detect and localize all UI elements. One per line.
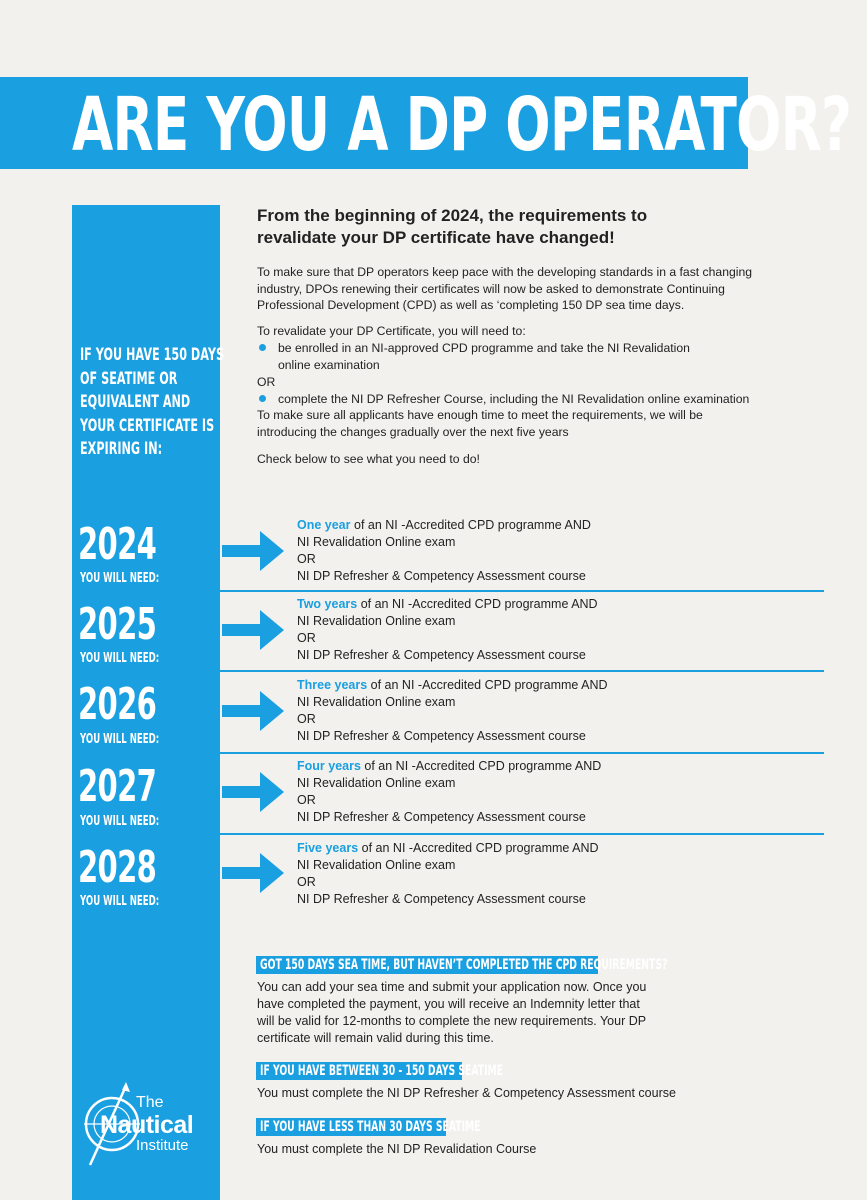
lead-heading	[257, 205, 647, 249]
or-text: OR	[257, 375, 276, 389]
year-label: 2024	[78, 519, 157, 570]
sidebar-intro-line: YOUR CERTIFICATE IS	[80, 415, 215, 436]
year-label: 2026	[78, 679, 157, 730]
sidebar-intro	[80, 344, 224, 462]
bullet-item: be enrolled in an NI-approved CPD programme and take the NI Revalidation online examination	[259, 340, 690, 373]
year-label: 2027	[78, 761, 157, 812]
you-will-need-label: YOU WILL NEED:	[80, 651, 160, 666]
lead-line: revalidate your DP certificate have changed!	[257, 228, 615, 247]
arrow-right-icon	[222, 610, 284, 650]
bullet-dot	[259, 395, 266, 402]
divider	[72, 833, 824, 835]
arrow-right-icon	[222, 691, 284, 731]
sidebar-intro-line: IF YOU HAVE 150 DAYS	[80, 345, 225, 365]
check-below-text: Check below to see what you need to do!	[257, 452, 480, 466]
section-heading: IF YOU HAVE BETWEEN 30 - 150 DAYS SEATIME	[260, 1063, 504, 1079]
logo-text: Institute	[136, 1137, 189, 1154]
arrow-right-icon	[222, 531, 284, 571]
title-banner	[0, 77, 852, 169]
page-title: ARE YOU A DP OPERATOR?	[72, 82, 852, 168]
you-will-need-label: YOU WILL NEED:	[80, 894, 160, 909]
section-body: You can add your sea time and submit your application now. Once you have completed the payment, you will receive an Indemnity letter that will be valid for 12-months to complete the new requirements. Your DP certificate will remain valid during this time.	[257, 980, 647, 1045]
year-option: Five years of an NI -Accredited CPD programme AND NI Revalidation Online exam OR NI DP Refresher & Competency Assessment course	[297, 841, 599, 906]
intro-paragraph: To make sure that DP operators keep pace with the developing standards in a fast changing industry, DPOs renewing their certificates will now be asked to demonstrate Continuing Professional Development (CPD) as well as ‘completing 150 DP sea time days.	[257, 265, 753, 312]
year-label: 2028	[78, 842, 157, 893]
phase-in-paragraph: To make sure all applicants have enough time to meet the requirements, we will be introducing the changes gradually over the next five years	[257, 408, 703, 439]
arrow-right-icon	[222, 853, 284, 893]
section-heading: GOT 150 DAYS SEA TIME, BUT HAVEN’T COMPLETED THE CPD REQUIREMENTS?	[260, 957, 668, 973]
arrow-right-icon	[222, 772, 284, 812]
requirements-lead: To revalidate your DP Certificate, you will need to:	[257, 324, 526, 338]
section-heading-tag	[256, 1118, 481, 1136]
sidebar-intro-line: EQUIVALENT AND	[80, 392, 191, 412]
divider	[72, 590, 824, 592]
section-body: You must complete the NI DP Refresher & Competency Assessment course	[257, 1086, 676, 1100]
year-option: Four years of an NI -Accredited CPD programme AND NI Revalidation Online exam OR NI DP Refresher & Competency Assessment course	[297, 759, 602, 824]
divider	[72, 670, 824, 672]
section-heading-tag	[256, 956, 668, 974]
sidebar-intro-line: EXPIRING IN:	[80, 439, 163, 459]
year-label: 2025	[78, 599, 157, 650]
you-will-need-label: YOU WILL NEED:	[80, 571, 160, 586]
you-will-need-label: YOU WILL NEED:	[80, 732, 160, 747]
section-heading: IF YOU HAVE LESS THAN 30 DAYS SEATIME	[260, 1119, 481, 1135]
bullet-dot	[259, 344, 266, 351]
you-will-need-label: YOU WILL NEED:	[80, 814, 160, 829]
nautical-institute-logo	[80, 1080, 220, 1170]
divider	[72, 752, 824, 754]
year-option: Three years of an NI -Accredited CPD programme AND NI Revalidation Online exam OR NI DP Refresher & Competency Assessment course	[297, 678, 608, 743]
sidebar-intro-line: OF SEATIME OR	[80, 368, 178, 389]
logo-text: Nautical	[100, 1111, 194, 1139]
bullet-item: complete the NI DP Refresher Course, including the NI Revalidation online examination	[259, 391, 749, 408]
year-option: Two years of an NI -Accredited CPD programme AND NI Revalidation Online exam OR NI DP Refresher & Competency Assessment course	[297, 597, 598, 662]
section-heading-tag	[256, 1062, 504, 1080]
section-body: You must complete the NI DP Revalidation Course	[257, 1142, 537, 1156]
logo-text: The	[136, 1094, 164, 1111]
lead-line: From the beginning of 2024, the requirements to	[257, 206, 648, 225]
year-option: One year of an NI -Accredited CPD programme AND NI Revalidation Online exam OR NI DP Refresher & Competency Assessment course	[297, 518, 591, 583]
